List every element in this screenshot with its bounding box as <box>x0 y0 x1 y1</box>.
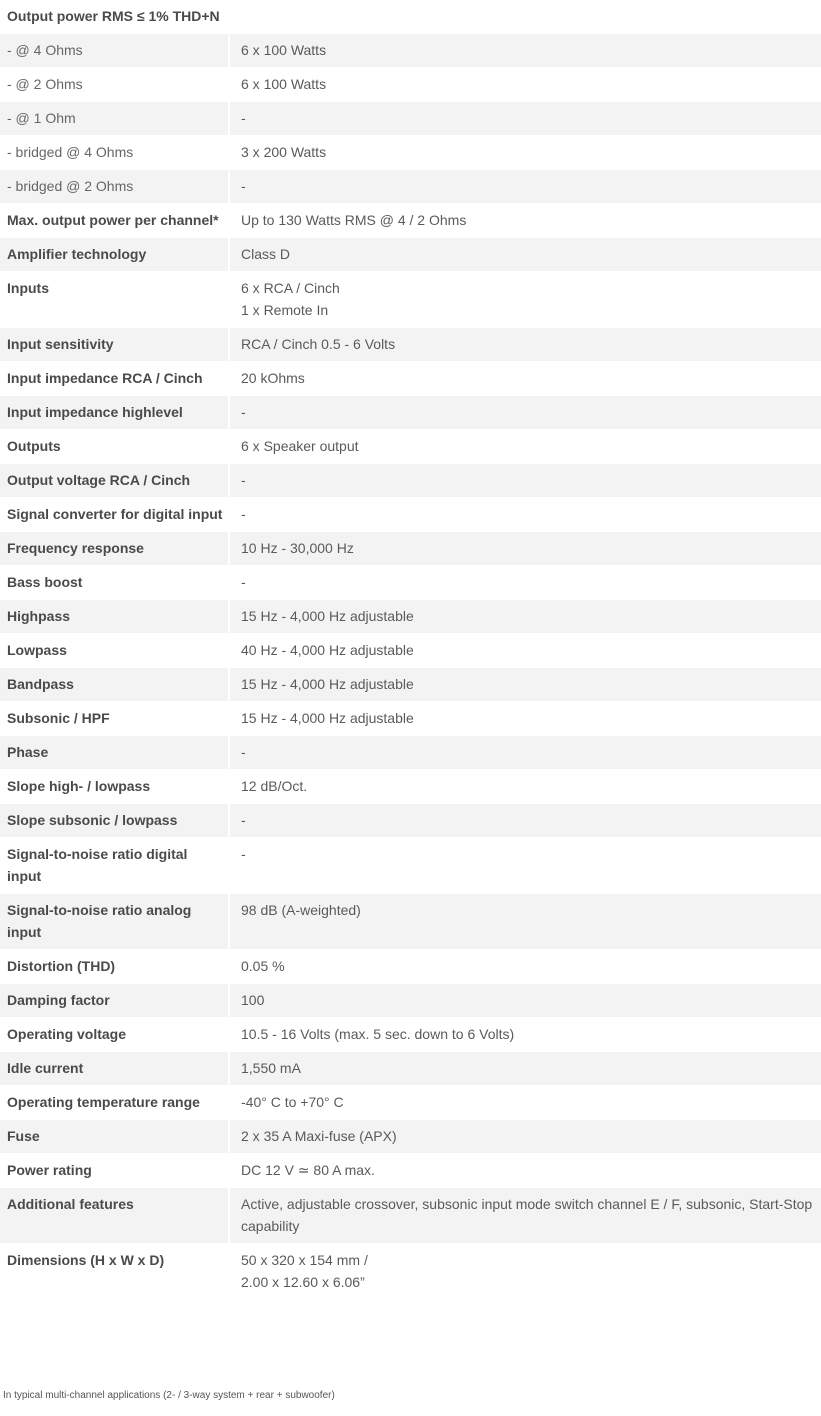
spec-value <box>229 272 821 328</box>
spec-value-line: RCA / Cinch 0.5 - 6 Volts <box>241 336 396 352</box>
spec-value <box>229 362 821 396</box>
spec-value <box>229 464 821 498</box>
spec-value-line: 2.00 x 12.60 x 6.06” <box>241 1274 365 1290</box>
spec-value <box>229 430 821 464</box>
spec-value <box>229 136 821 170</box>
spec-value-line: - <box>241 404 246 420</box>
spec-row <box>0 430 821 464</box>
spec-value-line: 3 x 200 Watts <box>241 144 327 160</box>
spec-value <box>229 984 821 1018</box>
spec-row <box>0 396 821 430</box>
spec-value-line: 1 x Remote In <box>241 302 329 318</box>
spec-label: Signal converter for digital input <box>0 498 229 532</box>
spec-row <box>0 1244 821 1300</box>
spec-row <box>0 136 821 170</box>
spec-value <box>229 634 821 668</box>
spec-value <box>229 532 821 566</box>
spec-label: Input sensitivity <box>0 328 229 362</box>
spec-value <box>229 804 821 838</box>
spec-value <box>229 396 821 430</box>
spec-row <box>0 634 821 668</box>
spec-value-line: 40 Hz - 4,000 Hz adjustable <box>241 642 414 658</box>
spec-value <box>229 950 821 984</box>
spec-label: Inputs <box>0 272 229 328</box>
spec-value-line: - <box>241 110 246 126</box>
spec-label: Highpass <box>0 600 229 634</box>
spec-row <box>0 1188 821 1244</box>
spec-row <box>0 1052 821 1086</box>
spec-row <box>0 328 821 362</box>
spec-label: Amplifier technology <box>0 238 229 272</box>
spec-label: Bass boost <box>0 566 229 600</box>
spec-row <box>0 272 821 328</box>
spec-label: Distortion (THD) <box>0 950 229 984</box>
spec-label: - bridged @ 4 Ohms <box>0 136 229 170</box>
spec-label: Operating voltage <box>0 1018 229 1052</box>
spec-row <box>0 1086 821 1120</box>
spec-value-line: 1,550 mA <box>241 1060 301 1076</box>
spec-value-line: 12 dB/Oct. <box>241 778 308 794</box>
spec-value-line: 20 kOhms <box>241 370 305 386</box>
spec-label: Lowpass <box>0 634 229 668</box>
spec-value-line: 6 x Speaker output <box>241 438 359 454</box>
spec-value <box>229 736 821 770</box>
spec-row <box>0 894 821 950</box>
spec-label: Signal-to-noise ratio analog input <box>0 894 229 950</box>
spec-value-line: 50 x 320 x 154 mm / <box>241 1252 368 1268</box>
spec-label: Input impedance highlevel <box>0 396 229 430</box>
spec-row <box>0 1154 821 1188</box>
spec-value-line: 100 <box>241 992 265 1008</box>
spec-label: Signal-to-noise ratio digital input <box>0 838 229 894</box>
spec-value-line: - <box>241 178 246 194</box>
spec-value <box>229 702 821 736</box>
spec-label: Damping factor <box>0 984 229 1018</box>
spec-row <box>0 464 821 498</box>
spec-value-line: - <box>241 812 246 828</box>
spec-label: Bandpass <box>0 668 229 702</box>
spec-value <box>229 600 821 634</box>
spec-label: Subsonic / HPF <box>0 702 229 736</box>
footnote: In typical multi-channel applications (2- / 3-way system + rear + subwoofer) <box>3 1390 335 1401</box>
spec-label: Output power RMS ≤ 1% THD+N <box>0 0 229 34</box>
spec-value-line: 10 Hz - 30,000 Hz <box>241 540 354 556</box>
spec-value-line: - <box>241 472 246 488</box>
spec-label: Fuse <box>0 1120 229 1154</box>
spec-value <box>229 204 821 238</box>
spec-value-line: 6 x 100 Watts <box>241 42 327 58</box>
spec-row <box>0 170 821 204</box>
spec-value-line: 0.05 % <box>241 958 285 974</box>
spec-row <box>0 838 821 894</box>
spec-value <box>229 1244 821 1300</box>
spec-value-line: Class D <box>241 246 291 262</box>
spec-row <box>0 68 821 102</box>
spec-value <box>229 668 821 702</box>
spec-row <box>0 204 821 238</box>
spec-value-line: - <box>241 846 246 862</box>
spec-value-line: - <box>241 574 246 590</box>
spec-row <box>0 736 821 770</box>
spec-label: Frequency response <box>0 532 229 566</box>
spec-value-line: - <box>241 506 246 522</box>
spec-value <box>229 1018 821 1052</box>
spec-row <box>0 0 821 34</box>
spec-value-line: 98 dB (A-weighted) <box>241 902 361 918</box>
spec-row <box>0 34 821 68</box>
spec-label: Dimensions (H x W x D) <box>0 1244 229 1300</box>
spec-value <box>229 498 821 532</box>
spec-row <box>0 362 821 396</box>
spec-label: Idle current <box>0 1052 229 1086</box>
spec-label: - @ 2 Ohms <box>0 68 229 102</box>
spec-value <box>229 1052 821 1086</box>
spec-label: Additional features <box>0 1188 229 1244</box>
spec-label: Max. output power per channel* <box>0 204 229 238</box>
spec-label: Slope subsonic / lowpass <box>0 804 229 838</box>
spec-value-line: 10.5 - 16 Volts (max. 5 sec. down to 6 Volts) <box>241 1026 515 1042</box>
spec-row <box>0 950 821 984</box>
spec-value <box>229 1120 821 1154</box>
spec-value <box>229 566 821 600</box>
spec-value-line: 15 Hz - 4,000 Hz adjustable <box>241 676 414 692</box>
spec-value-line: DC 12 V ≃ 80 A max. <box>241 1162 375 1178</box>
spec-label: - bridged @ 2 Ohms <box>0 170 229 204</box>
spec-value <box>229 894 821 950</box>
spec-value <box>229 838 821 894</box>
spec-value-line: 15 Hz - 4,000 Hz adjustable <box>241 608 414 624</box>
spec-row <box>0 566 821 600</box>
spec-value-line: -40° C to +70° C <box>241 1094 344 1110</box>
spec-row <box>0 1018 821 1052</box>
spec-row <box>0 600 821 634</box>
spec-value <box>229 770 821 804</box>
spec-value-line: 6 x 100 Watts <box>241 76 327 92</box>
spec-value <box>229 102 821 136</box>
spec-value <box>229 34 821 68</box>
spec-label: Output voltage RCA / Cinch <box>0 464 229 498</box>
spec-row <box>0 770 821 804</box>
spec-label: Outputs <box>0 430 229 464</box>
spec-value-line: 6 x RCA / Cinch <box>241 280 340 296</box>
spec-label: Input impedance RCA / Cinch <box>0 362 229 396</box>
spec-value <box>229 68 821 102</box>
spec-row <box>0 102 821 136</box>
spec-row <box>0 1120 821 1154</box>
spec-value-line: Active, adjustable crossover, subsonic input mode switch channel E / F, subsonic, Start-Stop capability <box>241 1196 813 1234</box>
spec-label: Operating temperature range <box>0 1086 229 1120</box>
spec-value <box>229 0 821 34</box>
spec-value-line: 2 x 35 A Maxi-fuse (APX) <box>241 1128 397 1144</box>
spec-row <box>0 238 821 272</box>
spec-row <box>0 804 821 838</box>
spec-label: - @ 4 Ohms <box>0 34 229 68</box>
spec-value <box>229 1188 821 1244</box>
spec-value <box>229 170 821 204</box>
spec-value-line: - <box>241 744 246 760</box>
spec-value <box>229 238 821 272</box>
spec-label: Slope high- / lowpass <box>0 770 229 804</box>
spec-value-line: 15 Hz - 4,000 Hz adjustable <box>241 710 414 726</box>
spec-value <box>229 328 821 362</box>
spec-row <box>0 702 821 736</box>
spec-value <box>229 1154 821 1188</box>
spec-label: Phase <box>0 736 229 770</box>
spec-label: Power rating <box>0 1154 229 1188</box>
spec-value-line: Up to 130 Watts RMS @ 4 / 2 Ohms <box>241 212 467 228</box>
spec-value <box>229 1086 821 1120</box>
spec-row <box>0 984 821 1018</box>
spec-row <box>0 668 821 702</box>
spec-row <box>0 532 821 566</box>
spec-label: - @ 1 Ohm <box>0 102 229 136</box>
spec-row <box>0 498 821 532</box>
